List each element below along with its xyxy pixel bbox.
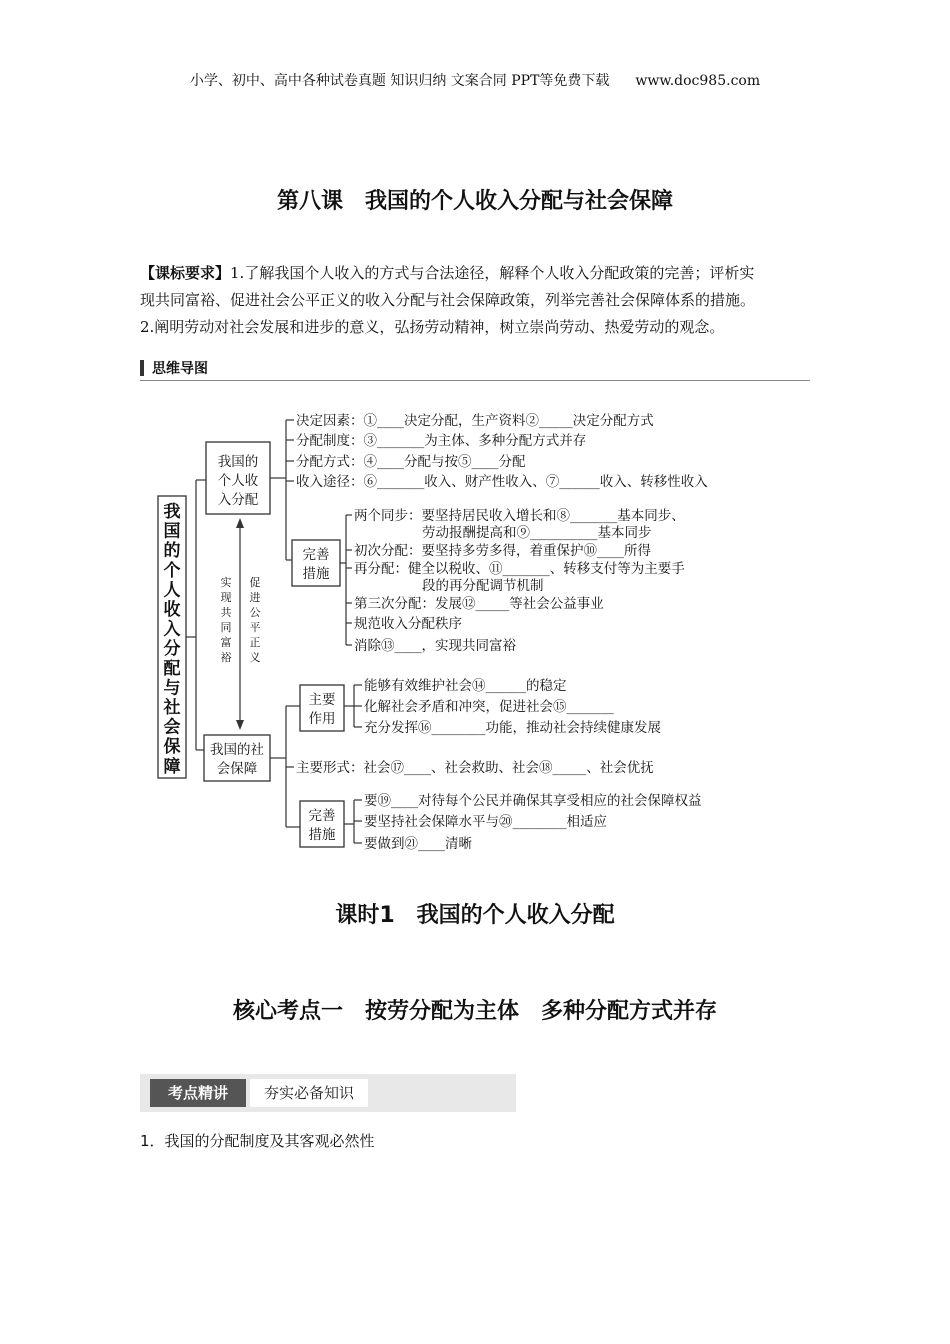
vright-char: 公 bbox=[249, 606, 261, 619]
root-text-char: 社 bbox=[163, 698, 181, 718]
core-point-title: 核心考点一 按劳分配为主体 多种分配方式并存 bbox=[232, 999, 717, 1024]
root-text-char: 会 bbox=[163, 717, 181, 738]
income-box-line: 我国的 bbox=[217, 454, 259, 470]
header-text: 小学、初中、高中各种试卷真题 知识归纳 文案合同 PPT等免费下载 bbox=[189, 73, 610, 89]
root-text-char: 个 bbox=[163, 560, 181, 581]
improve-1-item: 消除⑬____，实现共同富裕 bbox=[354, 638, 516, 654]
section-title: 课时1 我国的个人收入分配 bbox=[335, 903, 615, 928]
improve-1-item: 初次分配：要坚持多劳多得，着重保护⑩____所得 bbox=[354, 543, 651, 559]
list-item: 1．我国的分配制度及其客观必然性 bbox=[140, 1132, 375, 1150]
income-box-line: 入分配 bbox=[217, 492, 259, 508]
vleft-char: 裕 bbox=[220, 651, 232, 664]
banner-dark-label: 考点精讲 bbox=[150, 1079, 246, 1107]
root-text-char: 入 bbox=[163, 619, 181, 640]
root-text-char: 收 bbox=[163, 600, 181, 620]
income-item: 分配制度：③_______为主体、多种分配方式并存 bbox=[296, 433, 587, 449]
requirements-tag: 【课标要求】 bbox=[140, 264, 231, 282]
vright-char: 义 bbox=[249, 651, 261, 664]
mindmap-heading bbox=[140, 358, 810, 381]
mind-map bbox=[140, 400, 780, 860]
improve-box-1-line: 措施 bbox=[302, 566, 330, 582]
requirements-line-2: 现共同富裕、促进社会公平正义的收入分配与社会保障政策，列举完善社会保障体系的措施。 bbox=[140, 291, 756, 309]
curriculum-requirements bbox=[140, 260, 820, 341]
vright-char: 平 bbox=[249, 621, 261, 634]
vleft-char: 共 bbox=[220, 606, 232, 619]
improve-1-item: 规范收入分配秩序 bbox=[354, 616, 462, 632]
vright-char: 促 bbox=[249, 576, 261, 589]
income-item: 分配方式：④____分配与按⑤____分配 bbox=[296, 454, 526, 470]
forms-item: 主要形式：社会⑰____、社会救助、社会⑱_____、社会优抚 bbox=[296, 760, 654, 776]
income-item: 收入途径：⑥_______收入、财产性收入、⑦______收入、转移性收入 bbox=[296, 474, 708, 490]
role-item: 充分发挥⑯________功能，推动社会持续健康发展 bbox=[364, 720, 661, 736]
root-text-char: 分 bbox=[163, 639, 181, 660]
mindmap-heading-text: 思维导图 bbox=[152, 361, 208, 377]
root-text-char: 保 bbox=[163, 737, 181, 758]
arrow-down-icon bbox=[236, 720, 244, 730]
vleft-char: 富 bbox=[220, 636, 232, 649]
root-text-char: 我 bbox=[163, 502, 181, 522]
improve-1-item: 劳动报酬提高和⑨__________基本同步 bbox=[422, 525, 652, 541]
role-box-line: 主要 bbox=[308, 692, 336, 708]
social-box-line: 会保障 bbox=[216, 761, 258, 777]
role-box-line: 作用 bbox=[308, 711, 336, 727]
role-item: 化解社会矛盾和冲突，促进社会⑮_______ bbox=[364, 699, 614, 715]
vleft-char: 实 bbox=[220, 576, 232, 589]
improve-box-2-line: 完善 bbox=[308, 808, 336, 824]
improve-2-item: 要⑲____对待每个公民并确保其享受相应的社会保障权益 bbox=[364, 793, 702, 809]
arrow-up-icon bbox=[236, 518, 244, 528]
root-text-char: 配 bbox=[163, 658, 181, 679]
banner-light-label: 夯实必备知识 bbox=[250, 1079, 368, 1107]
income-box-line: 个人收 bbox=[217, 473, 259, 489]
requirements-line-1: 1.了解我国个人收入的方式与合法途径，解释个人收入分配政策的完善；评析实 bbox=[230, 264, 755, 282]
improve-2-item: 要坚持社会保障水平与⑳________相适应 bbox=[364, 814, 607, 830]
income-item: 决定因素：①____决定分配，生产资料②_____决定分配方式 bbox=[296, 413, 654, 429]
root-text-char: 国 bbox=[163, 521, 181, 542]
improve-box-1-line: 完善 bbox=[302, 547, 330, 563]
lesson-title: 第八课 我国的个人收入分配与社会保障 bbox=[276, 189, 673, 214]
requirements-line-3: 2.阐明劳动对社会发展和进步的意义，弘扬劳动精神，树立崇尚劳动、热爱劳动的观念。 bbox=[140, 318, 725, 336]
role-item: 能够有效维护社会⑭______的稳定 bbox=[364, 678, 567, 694]
vertical-label-left bbox=[221, 576, 232, 664]
heading-bar bbox=[140, 360, 144, 376]
improve-1-item: 第三次分配：发展⑫_____等社会公益事业 bbox=[354, 596, 604, 612]
knowledge-banner bbox=[140, 1074, 516, 1112]
header-url[interactable]: www.doc985.com bbox=[635, 73, 761, 89]
vertical-label-right bbox=[250, 576, 261, 664]
improve-box-2-line: 措施 bbox=[308, 827, 336, 843]
vright-char: 进 bbox=[249, 591, 261, 604]
root-label bbox=[163, 501, 181, 777]
improve-1-item: 再分配：健全以税收、⑪_______、转移支付等为主要手 bbox=[354, 561, 685, 577]
root-text-char: 的 bbox=[163, 541, 181, 562]
improve-1-item: 段的再分配调节机制 bbox=[422, 578, 544, 594]
improve-2-item: 要做到㉑____清晰 bbox=[364, 836, 472, 852]
root-text-char: 与 bbox=[163, 678, 181, 699]
vleft-char: 同 bbox=[220, 621, 232, 634]
improve-1-item: 两个同步：要坚持居民收入增长和⑧_______基本同步、 bbox=[354, 508, 685, 524]
page-header bbox=[0, 70, 950, 90]
vright-char: 正 bbox=[249, 636, 261, 649]
root-text-char: 人 bbox=[163, 580, 181, 601]
vleft-char: 现 bbox=[220, 591, 232, 604]
root-text-char: 障 bbox=[163, 756, 181, 777]
social-box-line: 我国的社 bbox=[210, 742, 264, 758]
